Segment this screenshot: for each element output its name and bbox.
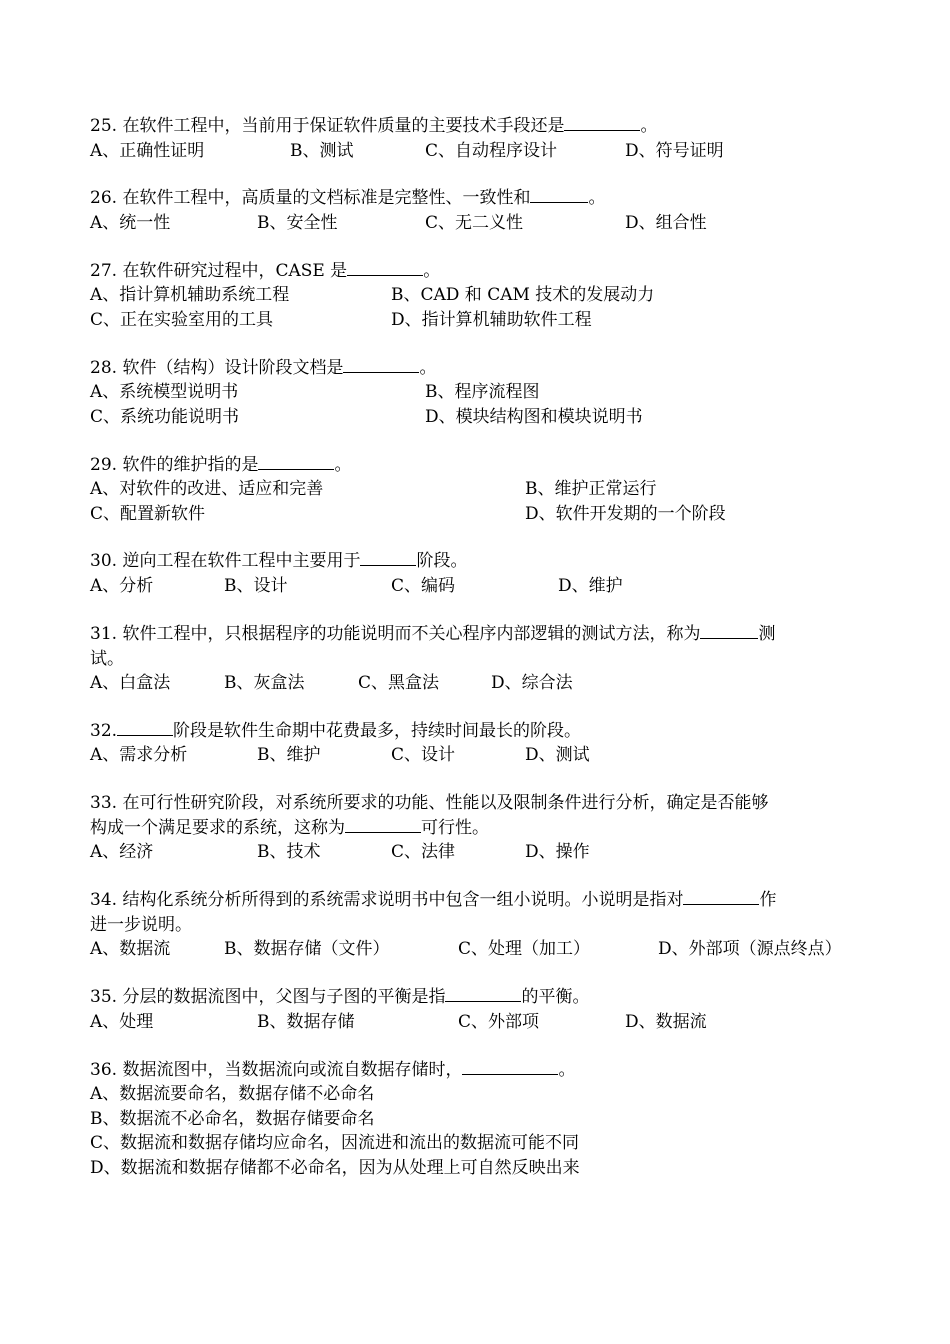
option-c: C、数据流和数据存储均应命名，因流进和流出的数据流可能不同 [90,1133,580,1153]
option-a: A、系统模型说明书 [90,382,239,402]
option-d: D、符号证明 [625,141,724,161]
option-b: B、技术 [257,842,321,862]
answer-blank [360,549,416,566]
question-35-stem [90,985,589,1009]
option-a: A、处理 [90,1012,154,1032]
stem-text: 36. 数据流图中，当数据流向或流自数据存储时， [90,1060,463,1080]
option-a: A、正确性证明 [90,141,205,161]
question-36-stem [90,1058,575,1082]
stem-text: 34. 结构化系统分析所得到的系统需求说明书中包含一组小说明。小说明是指对 [90,890,684,910]
option-d: D、指计算机辅助软件工程 [391,310,592,330]
question-31-stem-cont: 试。 [90,649,124,669]
stem-text: 。 [640,116,658,136]
stem-text: 30. 逆向工程在软件工程中主要用于 [90,551,361,571]
question-28-stem [90,356,436,380]
option-d: D、维护 [558,576,623,596]
option-c: C、配置新软件 [90,504,206,524]
option-d: D、软件开发期的一个阶段 [525,504,726,524]
stem-text: 的平衡。 [521,987,590,1007]
option-a: A、需求分析 [90,745,188,765]
option-d: D、数据流和数据存储都不必命名，因为从处理上可自然反映出来 [90,1158,580,1178]
question-29-stem [90,453,351,477]
answer-blank [347,259,423,276]
answer-blank [343,356,419,373]
stem-text: 32. [90,721,118,741]
question-31-stem [90,622,775,646]
stem-text: 。 [588,188,606,208]
option-d: D、数据流 [625,1012,707,1032]
option-a: A、指计算机辅助系统工程 [90,285,290,305]
stem-text: 阶段是软件生命期中花费最多，持续时间最长的阶段。 [173,721,582,741]
option-d: D、操作 [525,842,590,862]
option-c: C、系统功能说明书 [90,407,240,427]
option-b: B、测试 [290,141,354,161]
stem-text: 可行性。 [421,818,489,838]
stem-text: 35. 分层的数据流图中，父图与子图的平衡是指 [90,987,446,1007]
stem-text: 25. 在软件工程中，当前用于保证软件质量的主要技术手段还是 [90,116,565,136]
answer-blank [564,114,640,131]
answer-blank [462,1058,558,1075]
question-30-stem [90,549,467,573]
stem-text: 29. 软件的维护指的是 [90,455,259,475]
answer-blank [683,888,759,905]
option-a: A、统一性 [90,213,171,233]
answer-blank [530,186,588,203]
option-c: C、法律 [391,842,456,862]
question-34-stem [90,888,776,912]
answer-blank [117,719,173,736]
option-b: B、安全性 [257,213,338,233]
option-d: D、组合性 [625,213,707,233]
option-c: C、外部项 [458,1012,540,1032]
answer-blank [445,985,521,1002]
option-b: B、灰盒法 [224,673,305,693]
stem-text: 测 [758,624,776,644]
option-d: D、模块结构图和模块说明书 [425,407,643,427]
question-26-stem [90,186,605,210]
option-a: A、数据流要命名，数据存储不必命名 [90,1084,375,1104]
question-25-stem [90,114,657,138]
option-a: A、对软件的改进、适应和完善 [90,479,324,499]
question-27-stem [90,259,440,283]
option-b: B、CAD 和 CAM 技术的发展动力 [391,285,655,305]
option-a: A、经济 [90,842,154,862]
option-c: C、无二义性 [425,213,524,233]
option-c: C、编码 [391,576,456,596]
option-c: C、正在实验室用的工具 [90,310,274,330]
option-d: D、综合法 [491,673,573,693]
option-c: C、设计 [391,745,456,765]
stem-text: 阶段。 [416,551,468,571]
stem-text: 27. 在软件研究过程中，CASE 是 [90,261,348,281]
answer-blank [258,453,334,470]
stem-text: 。 [558,1060,576,1080]
option-a: A、白盒法 [90,673,171,693]
option-b: B、维护 [257,745,321,765]
option-d: D、外部项（源点终点） [658,939,842,959]
stem-text: 。 [419,358,437,378]
option-b: B、程序流程图 [425,382,540,402]
stem-text: 作 [759,890,777,910]
option-b: B、数据流不必命名，数据存储要命名 [90,1109,375,1129]
question-34-stem-cont: 进一步说明。 [90,915,192,935]
answer-blank [700,622,758,639]
question-33-stem-cont [90,816,489,840]
option-b: B、设计 [224,576,288,596]
answer-blank [345,816,421,833]
option-d: D、测试 [525,745,590,765]
option-b: B、数据存储 [257,1012,355,1032]
stem-text: 28. 软件（结构）设计阶段文档是 [90,358,344,378]
question-32-stem [90,719,581,743]
option-c: C、自动程序设计 [425,141,558,161]
option-a: A、分析 [90,576,154,596]
stem-text: 构成一个满足要求的系统，这称为 [90,818,345,838]
option-b: B、数据存储（文件） [224,939,390,959]
option-c: C、处理（加工） [458,939,591,959]
question-33-stem: 33. 在可行性研究阶段，对系统所要求的功能、性能以及限制条件进行分析，确定是否能够 [90,793,769,813]
stem-text: 。 [334,455,352,475]
option-a: A、数据流 [90,939,171,959]
stem-text: 31. 软件工程中，只根据程序的功能说明而不关心程序内部逻辑的测试方法，称为 [90,624,701,644]
stem-text: 26. 在软件工程中，高质量的文档标准是完整性、一致性和 [90,188,531,208]
stem-text: 。 [423,261,441,281]
option-c: C、黑盒法 [358,673,440,693]
option-b: B、维护正常运行 [525,479,657,499]
